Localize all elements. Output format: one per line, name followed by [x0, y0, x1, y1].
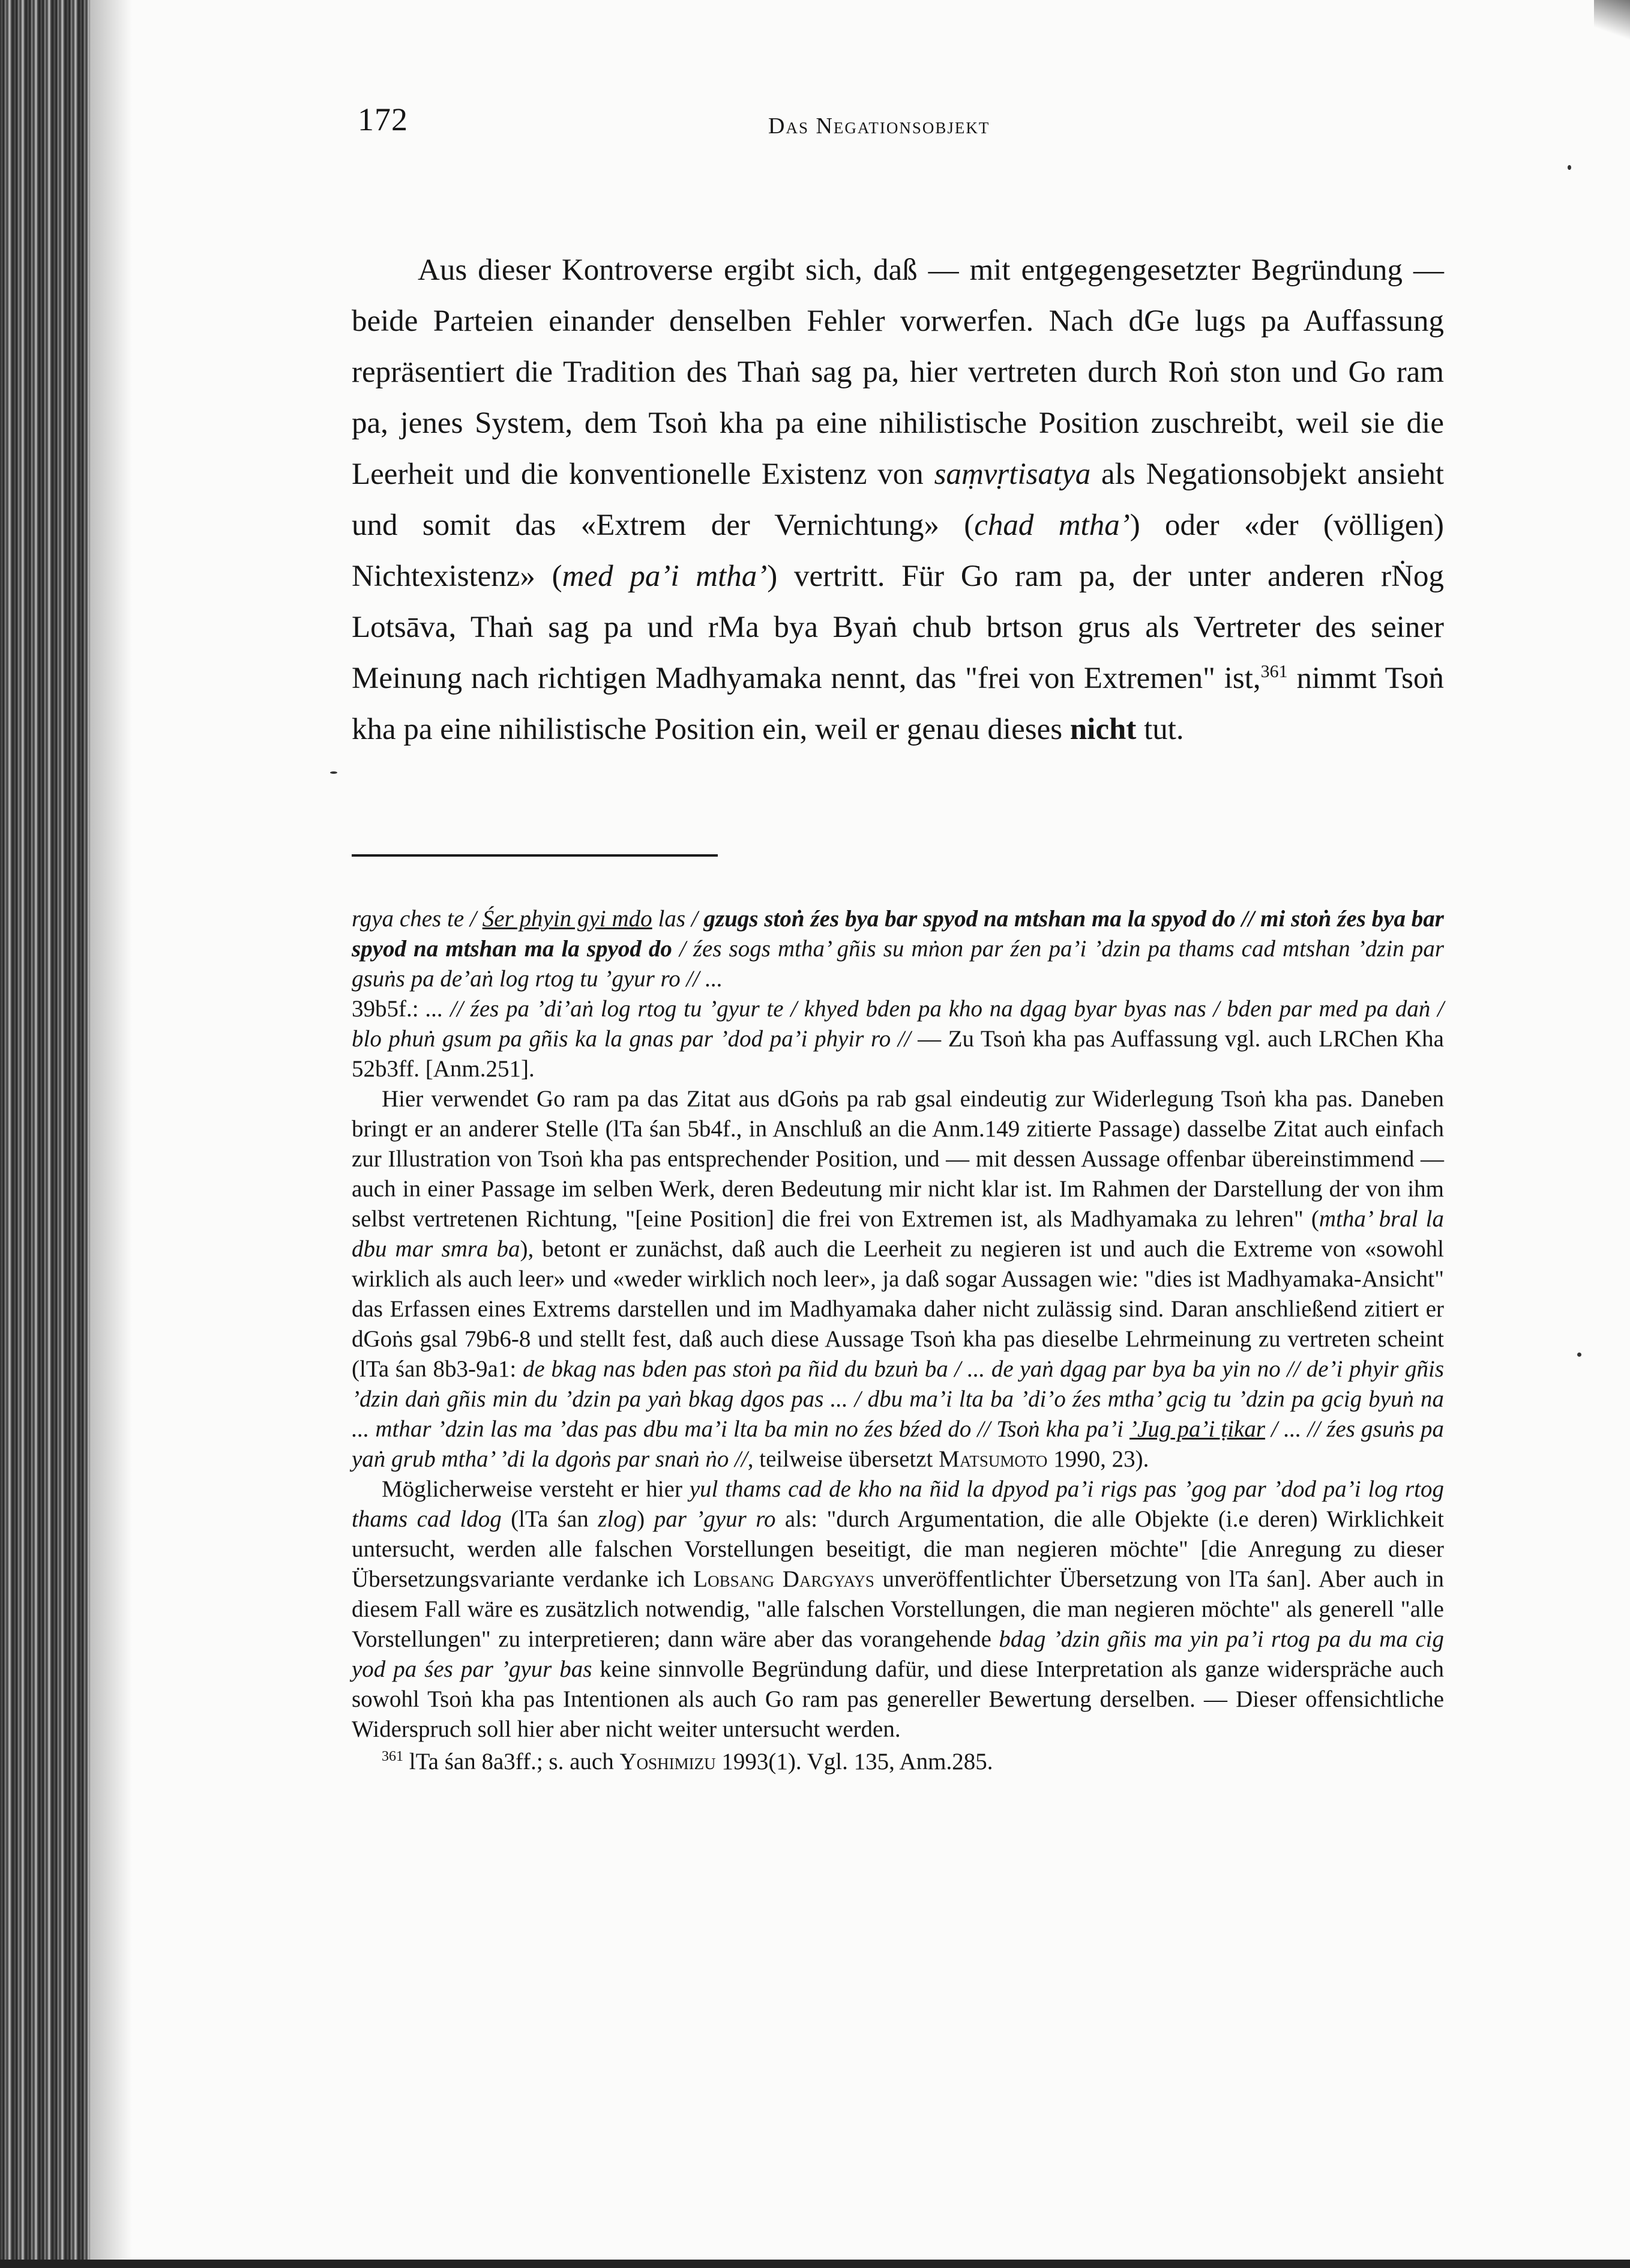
footnote-number: 361 — [382, 1749, 403, 1764]
term-chad-mtha: chad mtha’ — [974, 508, 1130, 542]
footnote-paragraph: Möglicherweise versteht er hier yul thams cad de kho na ñid la dpyod pa’i rigs pas ’gog par ’dod pa’i log rtog thams cad ldog (lTa śan zlog) par ’gyur ro als: "durch Argumentation, die alle Objekte (i.e deren) Wirklichkeit untersucht, werden alle falschen Vorstellungen beseitigt, die man negieren möchte" [die Anregung zu dieser Übersetzungsvariante verdanke ich Lobsang Dargyays unveröffentlichter Übersetzung von lTa śan]. Aber auch in diesem Fall wäre es zusätzlich notwendig, "alle falschen Vorstellungen, die man negieren möchte" als generell "alle Vorstellungen" zu interpretieren; dann wäre aber das vorangehende bdag ’dzin gñis ma yin pa’i rtog pa du ma cig yod pa śes par ’gyur bas keine sinnvolle Begründung dafür, und diese Interpretation als ganze widerspräche auch sowohl Tsoṅ kha pas Intentionen als auch Go ram pas genereller Bewertung derselben. — Dieser offensichtliche Widerspruch soll hier aber nicht weiter untersucht werden. — [352, 1476, 1445, 1742]
footnote-citation: 39b5f.: ... // źes pa ’di’aṅ log rtog tu ’gyur te / khyed bden pa kho na dgag byar byas nas / bden par med pa daṅ / blo phuṅ gsum pa gñis ka la gnas par ’dod pa’i phyir ro // — Zu Tsoṅ kha pas Auffassung vgl. auch LRChen Kha 52b3ff. [Anm.251]. — [352, 996, 1444, 1082]
running-header: Das Negationsobjekt — [768, 113, 990, 139]
footnote-paragraph: Hier verwendet Go ram pa das Zitat aus dGoṅs pa rab gsal eindeutig zur Widerlegung Tsoṅ kha pas. Daneben bringt er an anderer Stelle (lTa śan 5b4f., in Anschluß an die Anm.149 zitierte Passage) dasselbe Zitat auch einfach zur Illustration von Tsoṅ kha pas entsprechender Position, und — mit dessen Aussage offenbar übereinstimmend — auch in einer Passage im selben Werk, deren Bedeutung mir nicht klar ist. Im Rahmen der Darstellung der von ihm selbst vertretenen Richtung, "[eine Position] die frei von Extremen ist, als Madhyamaka zu lehren" (mtha’ bral la dbu mar smra ba), betont er zunächst, daß auch die Leerheit zu negieren ist und auch die Extreme von «sowohl wirklich als auch leer» und «weder wirklich noch leer», ja daß sogar Aussagen wie: "dies ist Madhyamaka-Ansicht" das Erfassen eines Extrems darstellen und im Madhyamaka daher nicht zulässig sind. Daran anschließend zitiert er dGoṅs gsal 79b6-8 und stellt fest, daß auch diese Aussage Tsoṅ kha pas dieselbe Lehrmeinung zu vertreten scheint (lTa śan 8b3-9a1: de bkag nas bden pas stoṅ pa ñid du bzuṅ ba / ... de yaṅ dgag par bya ba yin no // de’i phyir gñis ’dzin daṅ gñis min du ’dzin pa yaṅ bkag dgos pas ... / dbu ma’i lta ba ’di’o źes mtha’ gcig tu ’dzin pa gcig byuṅ na ... mthar ’dzin las ma ’das pas dbu ma’i lta ba min no źes bźed do // Tsoṅ kha pa’i ’Jug pa’i ṭikar / ... // źes gsuṅs pa yaṅ grub mtha’ ’di la dgoṅs par snaṅ ṅo //, teilweise übersetzt Matsumoto 1990, 23). — [352, 1086, 1445, 1472]
footnote-continuation: rgya ches te / Śer phyin gyi mdo las / gzugs stoṅ źes bya bar spyod na mtshan ma la spyod do // mi stoṅ źes bya bar spyod na mtshan ma la spyod do / źes sogs mtha’ gñis su mṅon par źen pa’i ’dzin pa thams cad mtshan ’dzin par gsuṅs pa de’aṅ log rtog tu ’gyur ro // ... — [352, 906, 1444, 992]
gutter-shadow — [90, 0, 132, 2268]
corner-scan-mark — [1594, 0, 1630, 54]
emphasis-nicht: nicht — [1069, 713, 1137, 746]
term-samvrtisatya: saṃvṛtisatya — [934, 457, 1091, 491]
footnote-separator — [352, 854, 718, 857]
term-med-pai-mtha: med pa’i mtha’ — [562, 559, 768, 593]
main-paragraph: Aus dieser Kontroverse ergibt sich, daß — mit entgegengesetzter Begründung — beide Parteien einander denselben Fehler vorwerfen. Nach dGe lugs pa Auffassung repräsentiert die Tradition des Thaṅ sag pa, hier vertreten durch Roṅ ston und Go ram pa, jenes System, dem Tsoṅ kha pa eine nihilistische Position zuschreibt, weil sie die Leerheit und die konventionelle Existenz von saṃvṛtisatya als Negationsobjekt ansieht und somit das «Extrem der Vernichtung» (chad mtha’) oder «der (völligen) Nichtexistenz» (med pa’i mtha’) vertritt. Für Go ram pa, der unter anderen rṄog Lotsāva, Thaṅ sag pa und rMa bya Byaṅ chub brtson grus als Vertreter des seiner Meinung nach richtigen Madhyamaka nennt, das "frei von Extremen" ist,$^{361}$ nimmt Tsoṅ kha pa eine nihilistische Position ein, weil er genau dieses nicht tut. — [352, 253, 1444, 746]
scan-speck — [330, 771, 337, 774]
bottom-scan-edge — [0, 2260, 1630, 2268]
footnotes — [352, 904, 1444, 1777]
page-number: 172 — [358, 101, 408, 137]
scan-speck — [1568, 165, 1571, 170]
footnote-reference: 361 — [1260, 662, 1288, 681]
scan-speck — [1577, 1353, 1581, 1357]
book-spine-shadow — [0, 0, 90, 2268]
footnote-361: $^{361}$ lTa śan 8a3ff.; s. auch Yoshimizu 1993(1). Vgl. 135, Anm.285. — [382, 1749, 993, 1775]
